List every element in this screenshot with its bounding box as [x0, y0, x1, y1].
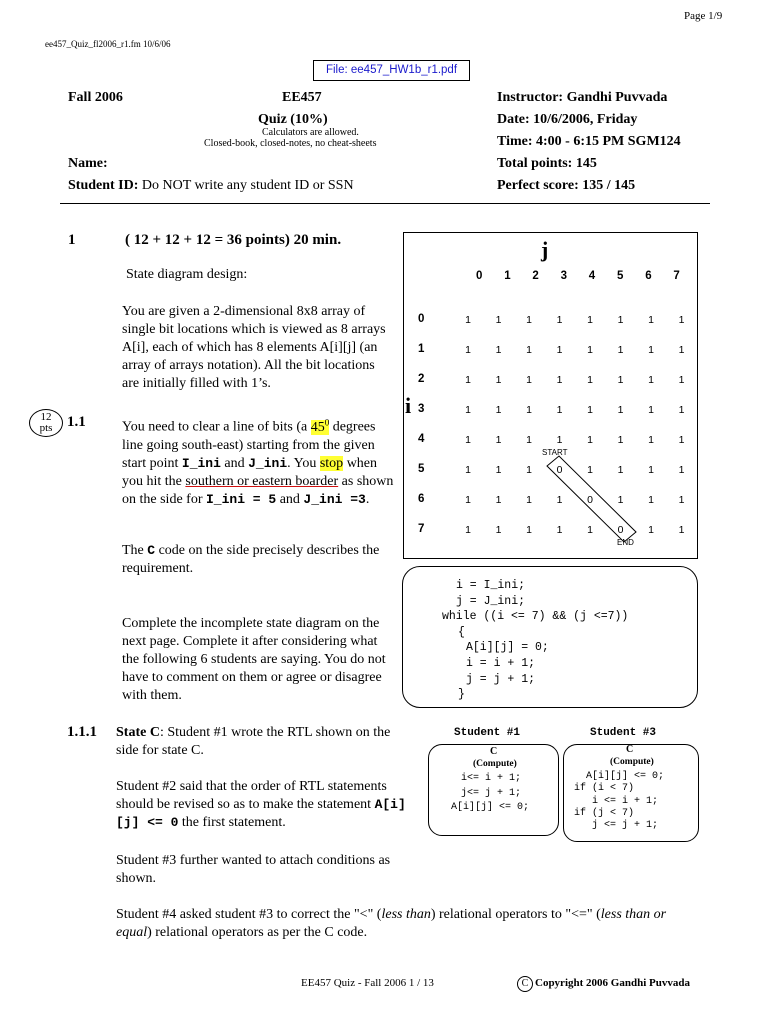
points-badge-value: 12	[40, 411, 52, 423]
quiz-date: Date: 10/6/2006, Friday	[497, 112, 638, 127]
grid-cell: 0	[556, 464, 563, 476]
column-header: 6	[645, 270, 652, 282]
grid-cell: 1	[648, 344, 654, 356]
underlined-border-text: southern or eastern boarder	[185, 473, 339, 489]
i-axis-label: i	[405, 393, 412, 418]
grid-cell: 1	[526, 524, 532, 536]
diagonal-line-shape	[547, 456, 636, 542]
c-code-line: i = i + 1;	[466, 657, 536, 670]
c-code-line: while ((i <= 7) && (j <=7))	[442, 610, 629, 624]
student3-text: Student #3 further wanted to attach conditions as shown.	[116, 853, 391, 886]
c-code-line: j = J_ini;	[456, 594, 526, 608]
grid-cell: 1	[587, 314, 593, 326]
intro-text: State diagram design:	[126, 267, 248, 282]
student2-text: Student #2 said that the order of RTL statements should be revised so as to make the statement A[i][j] <= 0 the first statement.	[116, 779, 406, 830]
grid-cell: 1	[587, 344, 593, 356]
grid-cell: 1	[678, 404, 685, 416]
highlight-45: $45^0$	[310, 417, 330, 435]
grid-cell: 1	[648, 464, 654, 476]
column-header: 3	[560, 270, 567, 282]
grid-cell: 0	[617, 524, 624, 536]
grid-cell: 1	[587, 374, 593, 386]
array-description: You are given a 2-dimensional 8x8 array of single bit locations which is viewed as 8 arrays A[i], each of which has 8 elements A[i][j] (an array of arrays notation). All the bit locations are initially filled with 1’s.	[122, 304, 386, 391]
grid-cell: 1	[526, 344, 532, 356]
grid-cell: 1	[587, 524, 593, 536]
grid-cell: 1	[526, 314, 532, 326]
grid-cell: 1	[556, 434, 563, 446]
student1-state-name: C	[490, 746, 498, 757]
grid-cell: 1	[648, 404, 654, 416]
quiz-title: Quiz (10%)	[258, 112, 328, 127]
state-c-text: State C: Student #1 wrote the RTL shown on the side for state C.	[116, 725, 391, 758]
subquestion-text: You need to clear a line of bits (a $45^0$ degrees line going south-east) starting from the given start point I_ini and J_ini. You stop when you hit the southern or eastern boarder as shown on the side for I_ini = 5 and J_ini =3.	[122, 417, 394, 507]
column-header: 7	[673, 270, 680, 282]
grid-cell: 1	[648, 314, 654, 326]
c-code-line: {	[458, 625, 465, 639]
student3-rtl-line: j <= j + 1;	[574, 820, 659, 832]
grid-cell: 1	[465, 524, 471, 536]
grid-cell: 1	[617, 464, 624, 476]
column-header: 1	[504, 270, 511, 282]
grid-cell: 1	[465, 404, 471, 416]
student1-rtl-line: A[i][j] <= 0;	[451, 802, 530, 813]
grid-cell: 1	[648, 434, 654, 446]
file-reference: ee457_Quiz_fl2006_r1.fm 10/6/06	[45, 39, 171, 49]
grid-cell: 1	[526, 434, 532, 446]
grid-cell: 1	[617, 374, 624, 386]
student-id-label: Student ID:	[68, 178, 139, 193]
page-number: Page 1/9	[684, 10, 723, 22]
c-code-line: A[i][j] = 0;	[466, 641, 549, 655]
grid-cell: 1	[526, 374, 532, 386]
grid-cell: 1	[648, 494, 654, 506]
grid-cell: 1	[495, 464, 502, 476]
end-label: END	[617, 538, 634, 547]
grid-cell: 1	[465, 344, 471, 356]
row-header: 2	[418, 373, 425, 385]
grid-cell: 1	[617, 314, 624, 326]
student-id-note: Do NOT write any student ID or SSN	[141, 178, 354, 193]
grid-cell: 1	[648, 374, 654, 386]
grid-cell: 1	[556, 404, 563, 416]
row-header: 0	[418, 313, 425, 325]
c-code-line: }	[458, 688, 465, 702]
row-header: 3	[418, 403, 425, 415]
grid-cell: 1	[526, 464, 532, 476]
footer-page: EE457 Quiz - Fall 2006 1 / 13	[301, 977, 434, 989]
grid-cell: 1	[678, 434, 685, 446]
row-header: 5	[418, 463, 425, 475]
grid-cell: 1	[495, 344, 502, 356]
c-code-line: j = j + 1;	[466, 672, 536, 686]
grid-cell: 1	[465, 434, 471, 446]
subsubquestion-number: 1.1.1	[67, 724, 97, 740]
grid-cell: 1	[678, 374, 685, 386]
term: Fall 2006	[68, 90, 123, 105]
calculator-note: Calculators are allowed.	[262, 127, 359, 138]
subquestion-number: 1.1	[67, 414, 86, 430]
question-number: 1	[68, 232, 76, 248]
c-code-box	[402, 566, 698, 708]
perfect-score: Perfect score: 135 / 145	[497, 178, 636, 193]
student1-rtl-line: i<= i + 1;	[461, 773, 522, 784]
grid-cell: 1	[617, 494, 624, 506]
grid-cell: 1	[495, 404, 502, 416]
grid-cell: 1	[526, 494, 532, 506]
c-code-line: i = I_ini;	[456, 579, 526, 592]
closed-book-note: Closed-book, closed-notes, no cheat-sheets	[204, 138, 377, 149]
row-header: 1	[418, 343, 425, 355]
c-code-description: The C code on the side precisely describes the requirement.	[122, 543, 380, 576]
grid-cell: 1	[556, 524, 563, 536]
grid-cell: 1	[495, 434, 502, 446]
grid-cell: 1	[526, 404, 532, 416]
name-label: Name:	[68, 156, 108, 171]
grid-cell: 1	[678, 464, 685, 476]
student1-heading: Student #1	[454, 727, 521, 739]
student1-rtl-line: j<= j + 1;	[461, 787, 522, 799]
copyright-icon: C	[517, 976, 533, 992]
column-header: 0	[476, 270, 483, 282]
grid-cell: 1	[495, 524, 502, 536]
total-points: Total points: 145	[497, 156, 597, 171]
student3-rtl-line: i <= i + 1;	[574, 795, 659, 807]
grid-cell: 1	[587, 434, 593, 446]
complete-instructions: Complete the incomplete state diagram on the next page. Complete it after considering what the following 6 students are saying. You do not have to comment on them or agree or disagree with them.	[122, 616, 386, 703]
column-header: 2	[532, 270, 539, 282]
column-header: 5	[617, 270, 624, 282]
highlight-stop: stop	[319, 455, 344, 471]
grid-cell: 1	[587, 404, 593, 416]
question-points: ( 12 + 12 + 12 = 36 points) 20 min.	[125, 232, 342, 248]
grid-cell: 1	[495, 314, 502, 326]
quiz-time: Time: 4:00 - 6:15 PM SGM124	[497, 134, 681, 149]
course-code: EE457	[282, 90, 322, 105]
student3-rtl-line: if (j < 7)	[574, 807, 635, 819]
student3-heading: Student #3	[590, 727, 657, 739]
grid-cell: 1	[465, 494, 471, 506]
grid-cell: 1	[617, 434, 624, 446]
student3-state-name: C	[626, 744, 634, 755]
footer-copyright: Copyright 2006 Gandhi Puvvada	[535, 977, 690, 989]
student3-state-sub: (Compute)	[610, 757, 654, 767]
grid-cell: 1	[556, 344, 563, 356]
grid-cell: 1	[556, 374, 563, 386]
grid-cell: 1	[587, 464, 593, 476]
row-header: 4	[418, 433, 425, 445]
row-header: 7	[418, 523, 425, 535]
points-badge-unit: pts	[39, 422, 53, 434]
start-label: START	[542, 448, 568, 457]
grid-cell: 1	[556, 314, 563, 326]
row-header: 6	[418, 493, 425, 505]
grid-cell: 1	[678, 314, 685, 326]
student1-state-sub: (Compute)	[473, 759, 517, 769]
j-axis-label: j	[541, 237, 549, 262]
grid-cell: 0	[587, 494, 593, 506]
grid-cell: 1	[465, 464, 471, 476]
grid-cell: 1	[465, 314, 471, 326]
grid-cell: 1	[617, 404, 624, 416]
grid-cell: 1	[556, 494, 563, 506]
grid-cell: 1	[495, 494, 502, 506]
instructor: Instructor: Gandhi Puvvada	[497, 90, 668, 105]
file-box: File: ee457_HW1b_r1.pdf	[313, 60, 470, 81]
student3-rtl-line: if (i < 7)	[574, 783, 635, 795]
student3-rtl-line: A[i][j] <= 0;	[586, 771, 665, 782]
column-header: 4	[588, 270, 596, 282]
grid-cell: 1	[465, 374, 471, 386]
grid-cell: 1	[678, 524, 685, 536]
grid-cell: 1	[617, 344, 624, 356]
student4-text: Student #4 asked student #3 to correct the "<" (less than) relational operators to "<=" (less than or equal) relational operators as per the C code.	[116, 907, 667, 940]
grid-cell: 1	[495, 374, 502, 386]
grid-cell: 1	[678, 344, 685, 356]
grid-cell: 1	[678, 494, 685, 506]
grid-cell: 1	[648, 524, 654, 536]
